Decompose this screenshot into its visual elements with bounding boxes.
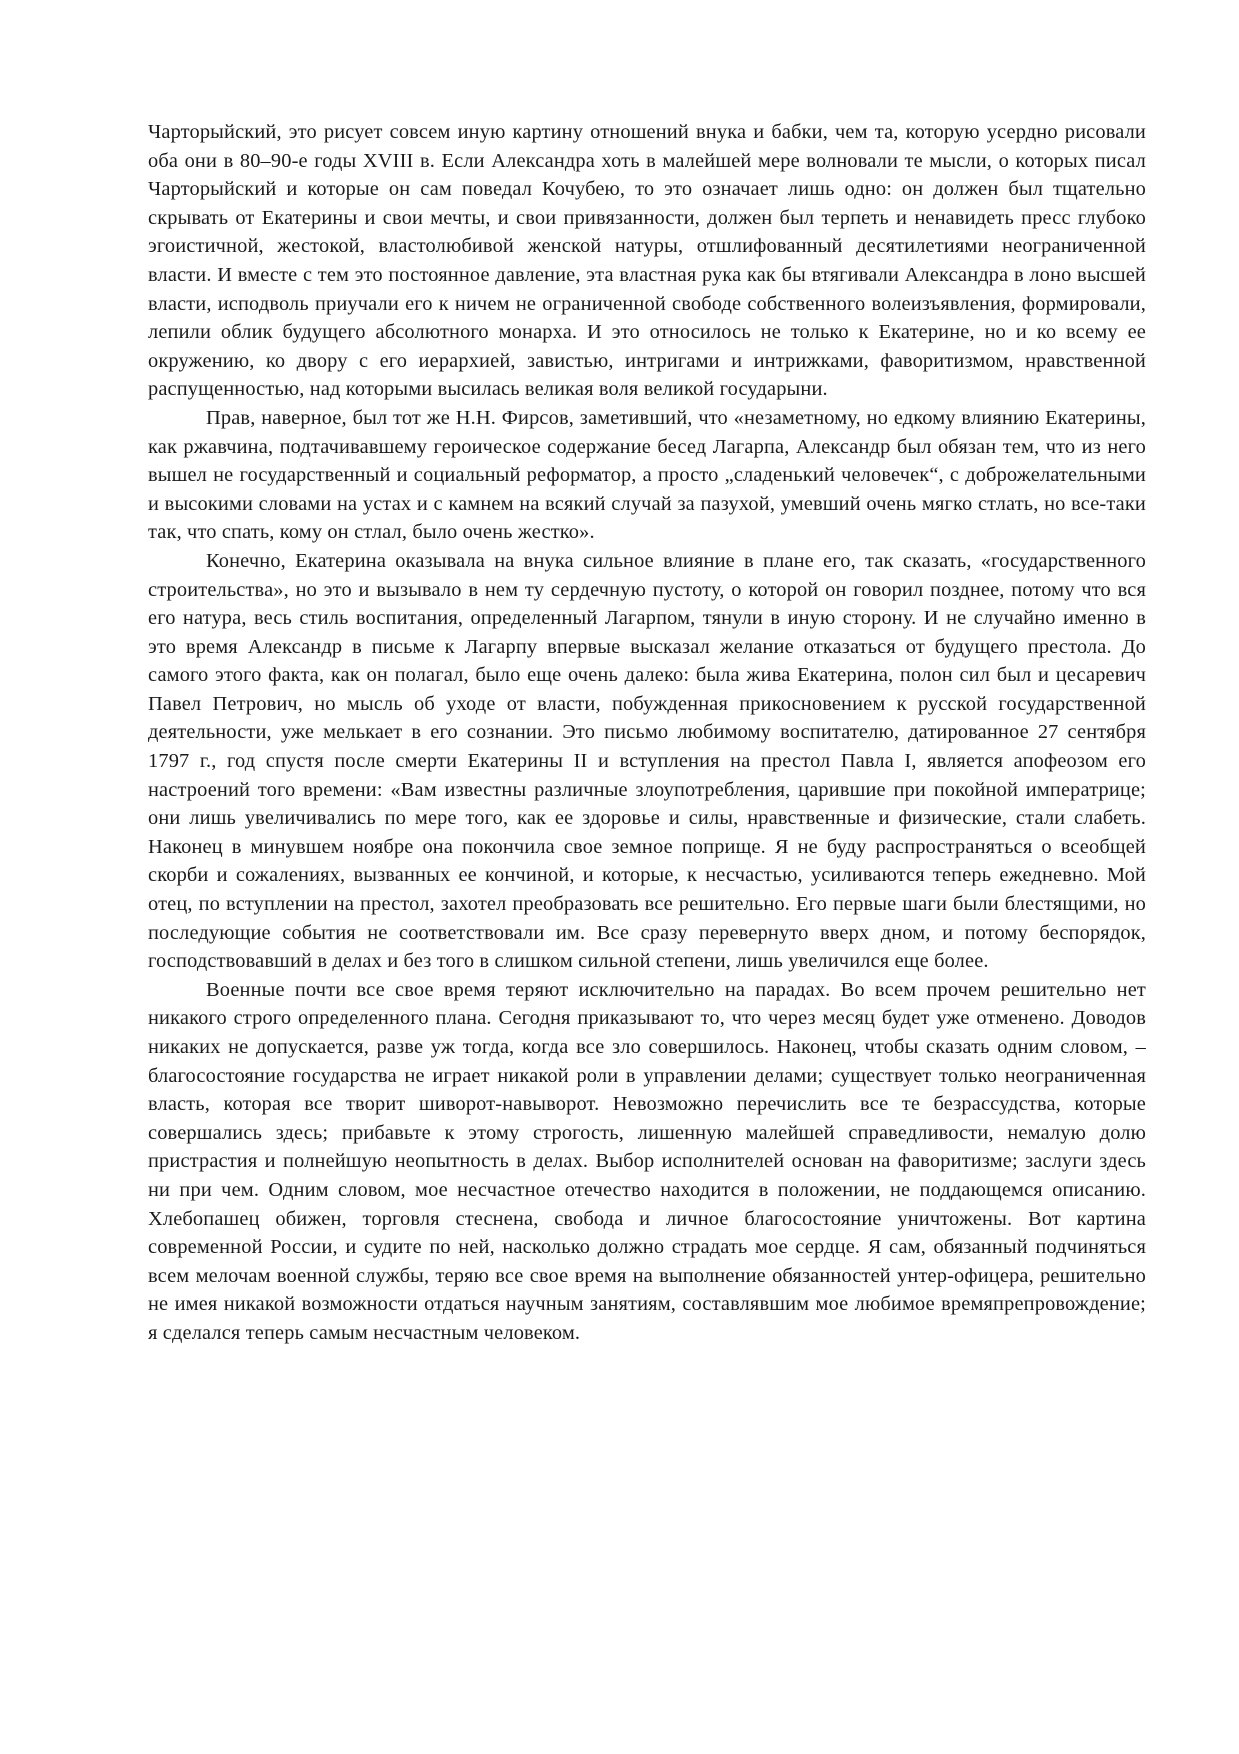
paragraph-4: Военные почти все свое время теряют исключительно на парадах. Во всем прочем решительно нет никакого строго определенного плана. Сегодня приказывают то, что через месяц будет уже отменено. Доводов никаких не допускается, разве уж тогда, когда все зло совершилось. Наконец, чтобы сказать одним словом, – благосостояние государства не играет никакой роли в управлении делами; существует только неограниченная власть, которая все творит шиворот-навыворот. Невозможно перечислить все те безрассудства, которые совершались здесь; прибавьте к этому строгость, лишенную малейшей справедливости, немалую долю пристрастия и полнейшую неопытность в делах. Выбор исполнителей основан на фаворитизме; заслуги здесь ни при чем. Одним словом, мое несчастное отечество находится в положении, не поддающемся описанию. Хлебопашец обижен, торговля стеснена, свобода и личное благосостояние уничтожены. Вот картина современной России, и судите по ней, насколько должно страдать мое сердце. Я сам, обязанный подчиняться всем мелочам военной службы, теряю все свое время на выполнение обязанностей унтер-офицера, решительно не имея никакой возможности отдаться научным занятиям, составлявшим мое любимое времяпрепровождение; я сделался теперь самым несчастным человеком. <box>148 978 1146 1344</box>
paragraph-3: Конечно, Екатерина оказывала на внука сильное влияние в плане его, так сказать, «государственного строительства», но это и вызывало в нем ту сердечную пустоту, о которой он говорил позднее, потому что вся его натура, весь стиль воспитания, определенный Лагарпом, тянули в иную сторону. И не случайно именно в это время Александр в письме к Лагарпу впервые высказал желание отказаться от будущего престола. До самого этого факта, как он полагал, было еще очень далеко: была жива Екатерина, полон сил был и цесаревич Павел Петрович, но мысль об уходе от власти, побужденная прикосновением к русской государственной деятельности, уже мелькает в его сознании. Это письмо любимому воспитателю, датированное 27 сентября 1797 г., год спустя после смерти Екатерины II и вступления на престол Павла I, является апофеозом его настроений того времени: «Вам известны различные злоупотребления, царившие при покойной императрице; они лишь увеличивались по мере того, как ее здоровье и силы, нравственные и физические, стали слабеть. Наконец в минувшем ноябре она покончила свое земное поприще. Я не буду распространяться о всеобщей скорби и сожалениях, вызванных ее кончиной, и которые, к несчастью, усиливаются теперь ежедневно. Мой отец, по вступлении на престол, захотел преобразовать все решительно. Его первые шаги были блестящими, но последующие события не соответствовали им. Все сразу перевернуто вверх дном, и потому беспорядок, господствовавший в делах и без того в слишком сильной степени, лишь увеличился еще более. <box>148 549 1146 973</box>
paragraph-2: Прав, наверное, был тот же Н.Н. Фирсов, заметивший, что «незаметному, но едкому влиянию Екатерины, как ржавчина, подтачивавшему героическое содержание бесед Лагарпа, Александр был обязан тем, что из него вышел не государственный и социальный реформатор, а просто „сладенький человечек“, с доброжелательными и высокими словами на устах и с камнем на всякий случай за пазухой, умевший очень мягко стлать, но все-таки так, что спать, кому он стлал, было очень жестко». <box>148 406 1146 544</box>
paragraph-1: Чарторыйский, это рисует совсем иную картину отношений внука и бабки, чем та, которую усердно рисовали оба они в 80–90-е годы XVIII в. Если Александра хоть в малейшей мере волновали те мысли, о которых писал Чарторыйский и которые он сам поведал Кочубею, то это означает лишь одно: он должен был тщательно скрывать от Екатерины и свои мечты, и свои привязанности, должен был терпеть и ненавидеть пресс глубоко эгоистичной, жестокой, властолюбивой женской натуры, отшлифованный десятилетиями неограниченной власти. И вместе с тем это постоянное давление, эта властная рука как бы втягивали Александра в лоно высшей власти, исподволь приучали его к ничем не ограниченной свободе собственного волеизъявления, формировали, лепили облик будущего абсолютного монарха. И это относилось не только к Екатерине, но и ко всему ее окружению, ко двору с его иерархией, завистью, интригами и интрижками, фаворитизмом, нравственной распущенностью, над которыми высилась великая воля великой государыни. <box>148 121 1146 401</box>
document-page <box>148 118 1146 1348</box>
